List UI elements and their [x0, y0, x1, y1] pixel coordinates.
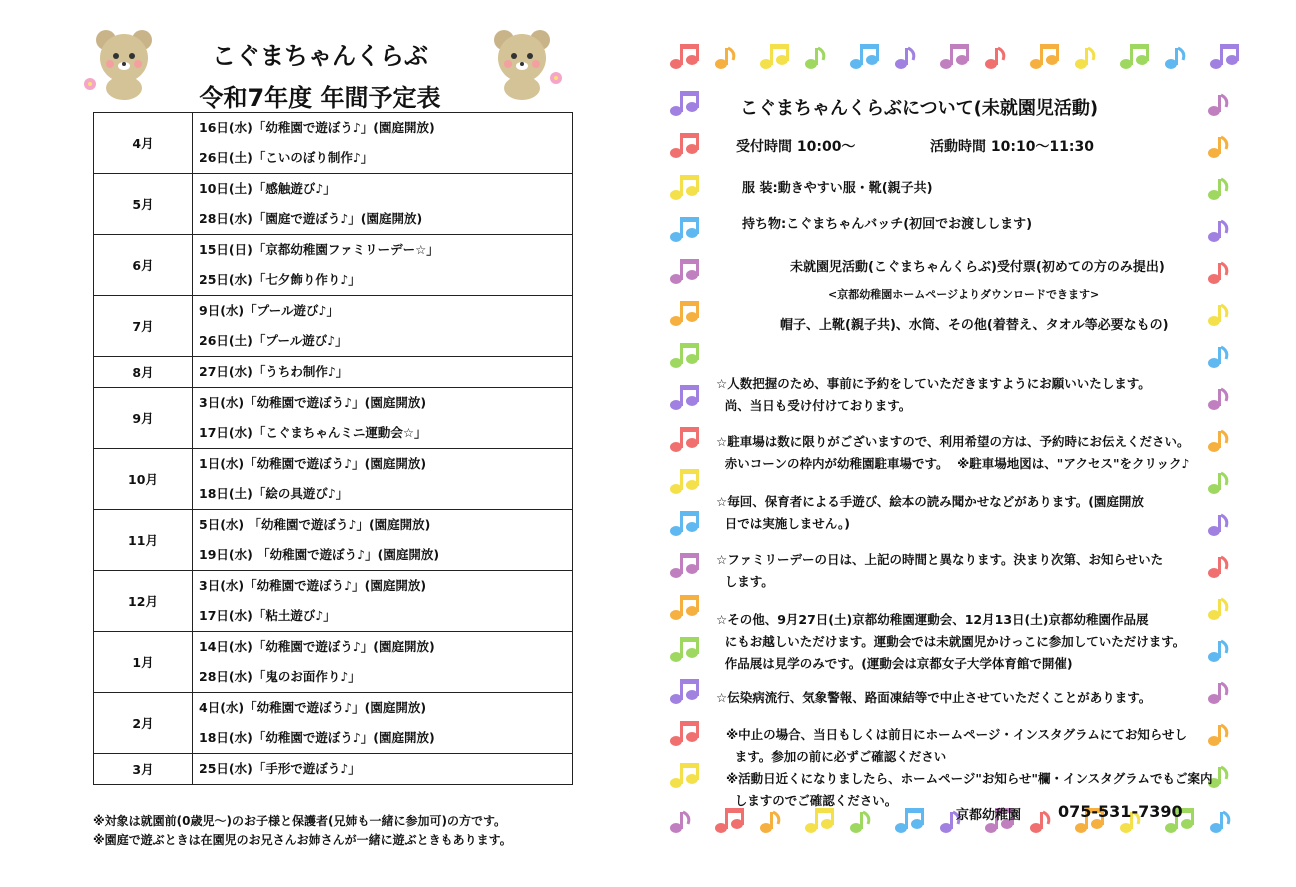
- music-note-icon: [895, 808, 924, 833]
- month-cell: 8月: [94, 357, 193, 388]
- notice-line: ☆毎回、保育者による手遊び、絵本の読み聞かせなどがあります。(園庭開放: [716, 494, 1144, 509]
- events-cell: [193, 571, 573, 632]
- music-note-icon: [1120, 44, 1149, 69]
- music-note-icon: [670, 469, 699, 494]
- notice-line: します。: [716, 574, 774, 589]
- notice-line: 尚、当日も受け付けております。: [716, 398, 912, 413]
- event-item: 25日(水)「手形で遊ぼう♪」: [199, 761, 361, 776]
- cancel-note-line: ※中止の場合、当日もしくは前日にホームページ・インスタグラムにてお知らせし: [726, 727, 1188, 742]
- reception-time: 受付時間 10:00～: [736, 139, 856, 155]
- music-note-icon: [760, 812, 779, 833]
- music-note-icon: [670, 44, 699, 69]
- music-note-icon: [670, 595, 699, 620]
- table-row: [94, 510, 573, 571]
- music-note-icon: [670, 511, 699, 536]
- event-item: 14日(水)「幼稚園で遊ぼう♪」(園庭開放): [199, 639, 435, 654]
- event-item: 17日(水)「粘土遊び♪」: [199, 608, 336, 623]
- clothing-info: 服 装:動きやすい服・靴(親子共): [742, 181, 933, 196]
- music-note-icon: [715, 48, 734, 69]
- notice-line: 日では実施しません。): [716, 516, 850, 531]
- music-note-icon: [670, 721, 699, 746]
- month-cell: 10月: [94, 449, 193, 510]
- events-cell: [193, 113, 573, 174]
- activity-time: 活動時間 10:10～11:30: [930, 139, 1095, 155]
- notice-line: ☆人数把握のため、事前に予約をしていただきますようにお願いいたします。: [716, 376, 1151, 391]
- events-cell: [193, 754, 573, 785]
- music-note-icon: [895, 48, 914, 69]
- events-cell: [193, 693, 573, 754]
- month-cell: 2月: [94, 693, 193, 754]
- events-cell: [193, 388, 573, 449]
- items-info: 帽子、上靴(親子共)、水筒、その他(着替え、タオル等必要なもの): [780, 318, 1169, 333]
- music-note-icon: [1208, 305, 1227, 326]
- events-cell: [193, 357, 573, 388]
- events-cell: [193, 449, 573, 510]
- table-row: [94, 296, 573, 357]
- music-note-icon: [670, 133, 699, 158]
- music-note-icon: [1208, 263, 1227, 284]
- info-page: [648, 0, 1296, 887]
- event-item: 5日(水) 「幼稚園で遊ぼう♪」(園庭開放): [199, 517, 431, 532]
- table-row: [94, 449, 573, 510]
- download-info: <京都幼稚園ホームページよりダウンロードできます>: [828, 288, 1100, 301]
- event-item: 28日(水)「園庭で遊ぼう♪」(園庭開放): [199, 211, 423, 226]
- music-note-icon: [1030, 44, 1059, 69]
- music-note-icon: [670, 679, 699, 704]
- table-row: [94, 571, 573, 632]
- notice-line: 赤いコーンの枠内が幼稚園駐車場です。 ※駐車場地図は、"アクセス"をクリック♪: [716, 456, 1190, 471]
- event-item: 27日(水)「うちわ制作♪」: [199, 364, 349, 379]
- notice-line: ☆駐車場は数に限りがございますので、利用希望の方は、予約時にお伝えください。: [716, 434, 1190, 449]
- notice-line: ☆伝染病流行、気象警報、路面凍結等で中止させていただくことがあります。: [716, 690, 1152, 705]
- music-note-icon: [1210, 812, 1229, 833]
- music-note-icon: [670, 259, 699, 284]
- cancel-note-line: ます。参加の前に必ずご確認ください: [726, 749, 947, 764]
- month-cell: 9月: [94, 388, 193, 449]
- event-item: 15日(日)「京都幼稚園ファミリーデー☆」: [199, 242, 439, 257]
- music-note-icon: [670, 175, 699, 200]
- table-row: [94, 174, 573, 235]
- events-cell: [193, 632, 573, 693]
- music-note-icon: [670, 553, 699, 578]
- event-item: 19日(水) 「幼稚園で遊ぼう♪」(園庭開放): [199, 547, 440, 562]
- month-cell: 4月: [94, 113, 193, 174]
- schedule-table: [93, 112, 573, 785]
- music-note-icon: [850, 44, 879, 69]
- notice-line: ☆ファミリーデーの日は、上記の時間と異なります。決まり次第、お知らせいた: [716, 552, 1164, 567]
- notice-line: にもお越しいただけます。運動会では未就園児かけっこに参加していただけます。: [716, 634, 1186, 649]
- playground-note: ※園庭で遊ぶときは在園児のお兄さんお姉さんが一緒に遊ぶときもあります。: [93, 833, 512, 847]
- table-row: [94, 113, 573, 174]
- events-cell: [193, 235, 573, 296]
- month-cell: 12月: [94, 571, 193, 632]
- music-note-icon: [1208, 641, 1227, 662]
- table-row: [94, 693, 573, 754]
- music-note-icon: [1208, 221, 1227, 242]
- music-note-icon: [1208, 389, 1227, 410]
- schedule-page: [0, 0, 640, 887]
- music-note-icon: [1165, 48, 1184, 69]
- music-note-icon: [1208, 431, 1227, 452]
- music-note-icon: [985, 48, 1004, 69]
- event-item: 28日(水)「鬼のお面作り♪」: [199, 669, 361, 684]
- month-cell: 6月: [94, 235, 193, 296]
- music-note-icon: [805, 808, 834, 833]
- event-item: 18日(土)「絵の具遊び♪」: [199, 486, 349, 501]
- bear-icon: [482, 22, 562, 102]
- events-cell: [193, 174, 573, 235]
- form-info: 未就園児活動(こぐまちゃんくらぶ)受付票(初めての方のみ提出): [790, 260, 1165, 275]
- music-note-icon: [670, 637, 699, 662]
- event-item: 3日(水)「幼稚園で遊ぼう♪」(園庭開放): [199, 578, 427, 593]
- music-note-icon: [670, 427, 699, 452]
- events-cell: [193, 510, 573, 571]
- music-note-icon: [1208, 95, 1227, 116]
- page-subtitle: 令和7年度 年間予定表: [199, 84, 441, 112]
- event-item: 17日(水)「こぐまちゃんミニ運動会☆」: [199, 425, 427, 440]
- music-note-icon: [1075, 48, 1094, 69]
- cancel-note-line: しますのでご確認ください。: [726, 793, 898, 808]
- target-note: ※対象は就園前(0歳児～)のお子様と保護者(兄姉も一緒に参加可)の方です。: [93, 814, 506, 828]
- music-note-icon: [670, 385, 699, 410]
- event-item: 16日(水)「幼稚園で遊ぼう♪」(園庭開放): [199, 120, 435, 135]
- music-note-icon: [1208, 599, 1227, 620]
- table-row: [94, 357, 573, 388]
- event-item: 26日(土)「こいのぼり制作♪」: [199, 150, 374, 165]
- music-note-icon: [940, 44, 969, 69]
- belongings-info: 持ち物:こぐまちゃんバッチ(初回でお渡しします): [742, 217, 1033, 232]
- music-note-icon: [670, 91, 699, 116]
- music-note-icon: [1030, 812, 1049, 833]
- month-cell: 1月: [94, 632, 193, 693]
- event-item: 9日(水)「プール遊び♪」: [199, 303, 339, 318]
- music-note-icon: [1208, 347, 1227, 368]
- event-item: 18日(水)「幼稚園で遊ぼう♪」(園庭開放): [199, 730, 435, 745]
- table-row: [94, 632, 573, 693]
- info-heading: こぐまちゃんくらぶについて(未就園児活動): [740, 98, 1099, 119]
- music-note-icon: [670, 343, 699, 368]
- table-row: [94, 754, 573, 785]
- music-note-icon: [670, 301, 699, 326]
- month-cell: 5月: [94, 174, 193, 235]
- music-note-icon: [805, 48, 824, 69]
- music-note-icon: [1208, 515, 1227, 536]
- notice-line: ☆その他、9月27日(土)京都幼稚園運動会、12月13日(土)京都幼稚園作品展: [716, 612, 1149, 627]
- notice-line: 作品展は見学のみです。(運動会は京都女子大学体育館で開催): [716, 656, 1073, 671]
- events-cell: [193, 296, 573, 357]
- music-note-icon: [670, 812, 689, 833]
- page-title: こぐまちゃんくらぶ: [212, 42, 428, 70]
- music-note-icon: [1208, 473, 1227, 494]
- event-item: 3日(水)「幼稚園で遊ぼう♪」(園庭開放): [199, 395, 427, 410]
- school-name: 京都幼稚園: [956, 808, 1022, 823]
- month-cell: 11月: [94, 510, 193, 571]
- month-cell: 7月: [94, 296, 193, 357]
- music-note-icon: [715, 808, 744, 833]
- phone-number: 075-531-7390: [1058, 802, 1183, 821]
- music-note-icon: [670, 217, 699, 242]
- event-item: 25日(水)「七夕飾り作り♪」: [199, 272, 361, 287]
- table-row: [94, 235, 573, 296]
- music-note-icon: [1208, 725, 1227, 746]
- month-cell: 3月: [94, 754, 193, 785]
- music-note-icon: [1208, 137, 1227, 158]
- music-note-icon: [1208, 683, 1227, 704]
- cancel-note-line: ※活動日近くになりましたら、ホームページ"お知らせ"欄・インスタグラムでもご案内: [726, 771, 1213, 786]
- event-item: 4日(水)「幼稚園で遊ぼう♪」(園庭開放): [199, 700, 427, 715]
- event-item: 1日(水)「幼稚園で遊ぼう♪」(園庭開放): [199, 456, 427, 471]
- music-note-icon: [1210, 44, 1239, 69]
- event-item: 10日(土)「感触遊び♪」: [199, 181, 336, 196]
- music-note-icon: [1208, 557, 1227, 578]
- music-note-icon: [760, 44, 789, 69]
- music-note-icon: [850, 812, 869, 833]
- music-note-icon: [670, 763, 699, 788]
- music-note-icon: [1208, 179, 1227, 200]
- event-item: 26日(土)「プール遊び♪」: [199, 333, 348, 348]
- table-row: [94, 388, 573, 449]
